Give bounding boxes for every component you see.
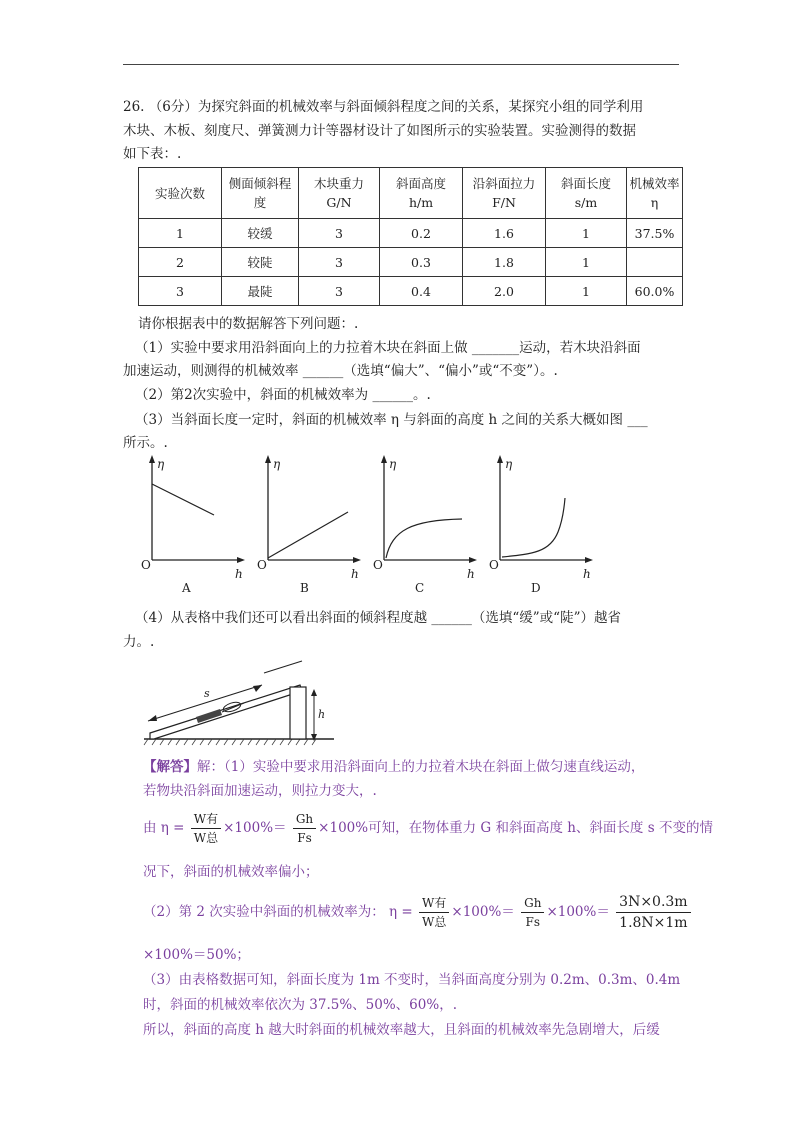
formula-times: ×100%＝ — [546, 904, 610, 920]
graph-label-c: C — [415, 581, 425, 595]
graph-b — [257, 455, 361, 595]
answer2-prefix: （2）第 2 次实验中斜面的机械效率为： η = — [143, 904, 413, 920]
header-text: F/N — [492, 195, 516, 210]
graph-axis-eta: η — [505, 457, 513, 471]
graph-c — [373, 455, 477, 595]
answer-line-case: 况下，斜面的机械效率偏小； — [143, 864, 319, 880]
table-cell: 3 — [299, 248, 380, 277]
header-text: 机械效率 η — [629, 176, 680, 210]
fraction-gh — [521, 894, 544, 931]
header-text: 沿斜面拉力 — [472, 176, 536, 191]
header-text: 度 — [253, 195, 267, 210]
header-efficiency — [627, 168, 683, 219]
graph-axis-eta: η — [157, 457, 165, 471]
fraction-den: W总 — [193, 831, 219, 845]
graph-axis-h: h — [467, 567, 475, 581]
answer-part1-text: 解：（1）实验中要求用沿斜面向上的力拉着木块在斜面上做匀速直线运动， — [197, 759, 645, 775]
header-text: G/N — [326, 195, 352, 210]
incline-apparatus-figure — [140, 655, 340, 750]
fraction-numbers — [616, 892, 690, 933]
table-cell: 2 — [139, 248, 222, 277]
fraction-den: Fs — [297, 831, 312, 845]
graph-d — [489, 455, 593, 595]
table-cell: 1.6 — [463, 219, 546, 248]
header-incline — [222, 168, 299, 219]
table-cell: 3 — [139, 277, 222, 306]
table-cell: 2.0 — [463, 277, 546, 306]
efficiency-formula-2 — [143, 892, 693, 933]
graph-axis-eta: η — [273, 457, 281, 471]
formula-times: ×100%＝ — [451, 904, 515, 920]
prompt-q1-line2: 加速运动，则测得的机械效率 ______（选填“偏大”、“偏小”或“不变”）。. — [123, 363, 558, 379]
answer2-result: ×100%＝50%； — [143, 947, 250, 963]
formula-times: ×100%＝ — [223, 820, 287, 836]
header-weight — [299, 168, 380, 219]
answer3-line-1: （3）由表格数据可知，斜面长度为 1m 不变时，当斜面高度分别为 0.2m、0.3m、0.4m — [143, 972, 681, 988]
table-row — [139, 277, 683, 306]
graph-label-a: A — [182, 581, 191, 595]
fraction-num: W有 — [419, 894, 449, 913]
fraction-w — [419, 894, 449, 931]
efficiency-formula-1 — [143, 810, 713, 847]
graph-origin: O — [257, 558, 267, 572]
header-force — [463, 168, 546, 219]
graph-axis-h: h — [351, 567, 359, 581]
graph-axis-h: h — [583, 567, 591, 581]
graph-origin: O — [373, 558, 383, 572]
answer3-line-2: 时，斜面的机械效率依次为 37.5%、50%、60%，. — [143, 997, 457, 1013]
graph-axis-h: h — [235, 567, 243, 581]
prompt-q2: （2）第2次实验中，斜面的机械效率为 ______。. — [135, 387, 431, 403]
table-cell: 0.2 — [380, 219, 463, 248]
question-line-1: 26. （6分）为探究斜面的机械效率与斜面倾斜程度之间的关系，某探究小组的同学利用 — [123, 99, 644, 115]
prompt-q4-line2: 力。. — [123, 634, 155, 650]
graph-label-b: B — [300, 581, 309, 595]
answer-line-2: 若物块沿斜面加速运动，则拉力变大，. — [143, 783, 377, 799]
data-table — [138, 167, 683, 306]
answer-line-1 — [143, 757, 644, 777]
table-header-row — [139, 168, 683, 219]
header-length — [546, 168, 627, 219]
table-cell: 1.8 — [463, 248, 546, 277]
answer3-line-3: 所以，斜面的高度 h 越大时斜面的机械效率越大，且斜面的机械效率先急剧增大，后缓 — [143, 1022, 660, 1038]
table-cell: 较陡 — [222, 248, 299, 277]
header-height — [380, 168, 463, 219]
header-text: 侧面倾斜程 — [228, 176, 292, 191]
fraction-w — [191, 810, 221, 847]
eta-h-graphs — [140, 452, 620, 602]
header-text: 斜面长度 — [560, 176, 611, 191]
table-cell: 0.3 — [380, 248, 463, 277]
graph-origin: O — [489, 558, 499, 572]
graph-origin: O — [141, 558, 151, 572]
table-cell: 最陡 — [222, 277, 299, 306]
table-cell — [627, 248, 683, 277]
graph-axis-eta: η — [389, 457, 397, 471]
header-text: 实验次数 — [154, 185, 205, 201]
fraction-den: W总 — [422, 915, 447, 929]
header-text: h/m — [408, 195, 434, 210]
prompt-intro: 请你根据表中的数据解答下列问题：. — [138, 316, 359, 332]
prompt-q3-line2: 所示。. — [123, 435, 168, 451]
top-rule — [123, 64, 679, 65]
fraction-num: W有 — [191, 810, 221, 829]
table-cell: 3 — [299, 277, 380, 306]
header-text: 木块重力 — [313, 176, 364, 191]
fraction-num: Gh — [293, 810, 316, 829]
incline-s-label: s — [204, 687, 210, 700]
table-row — [139, 219, 683, 248]
table-cell: 较缓 — [222, 219, 299, 248]
question-line-3: 如下表：. — [123, 146, 182, 162]
table-cell: 3 — [299, 219, 380, 248]
header-text: 斜面高度 — [395, 176, 446, 191]
prompt-q4-line1: （4）从表格中我们还可以看出斜面的倾斜程度越 ______（选填“缓”或“陡”）越省 — [135, 610, 621, 626]
table-cell: 1 — [546, 277, 627, 306]
fraction-gh — [293, 810, 316, 847]
graph-a — [141, 455, 245, 595]
table-cell: 1 — [546, 219, 627, 248]
fraction-num: 3N×0.3m — [616, 892, 690, 913]
fraction-den: 1.8N×1m — [619, 915, 688, 931]
formula-suffix: ×100%可知，在物体重力 G 和斜面高度 h、斜面长度 s 不变的情 — [318, 820, 713, 836]
question-line-2: 木块、木板、刻度尺、弹簧测力计等器材设计了如图所示的实验装置。实验测得的数据 — [123, 123, 636, 139]
table-cell: 1 — [546, 248, 627, 277]
fraction-num: Gh — [521, 894, 544, 913]
formula-prefix: 由 η = — [143, 820, 185, 836]
prompt-q1-line1: （1）实验中要求用沿斜面向上的力拉着木块在斜面上做 _______运动，若木块沿斜面 — [135, 340, 641, 356]
fraction-den: Fs — [525, 915, 541, 929]
answer-tag: 【解答】 — [143, 759, 197, 775]
table-cell: 37.5% — [627, 219, 683, 248]
table-cell: 60.0% — [627, 277, 683, 306]
table-cell: 0.4 — [380, 277, 463, 306]
table-cell: 1 — [139, 219, 222, 248]
graph-label-d: D — [531, 581, 541, 595]
header-trial — [139, 168, 222, 219]
prompt-q3-line1: （3）当斜面长度一定时，斜面的机械效率 η 与斜面的高度 h 之间的关系大概如图 ___ — [135, 412, 648, 428]
incline-h-label: h — [318, 708, 326, 721]
table-row — [139, 248, 683, 277]
header-text: s/m — [574, 195, 598, 210]
